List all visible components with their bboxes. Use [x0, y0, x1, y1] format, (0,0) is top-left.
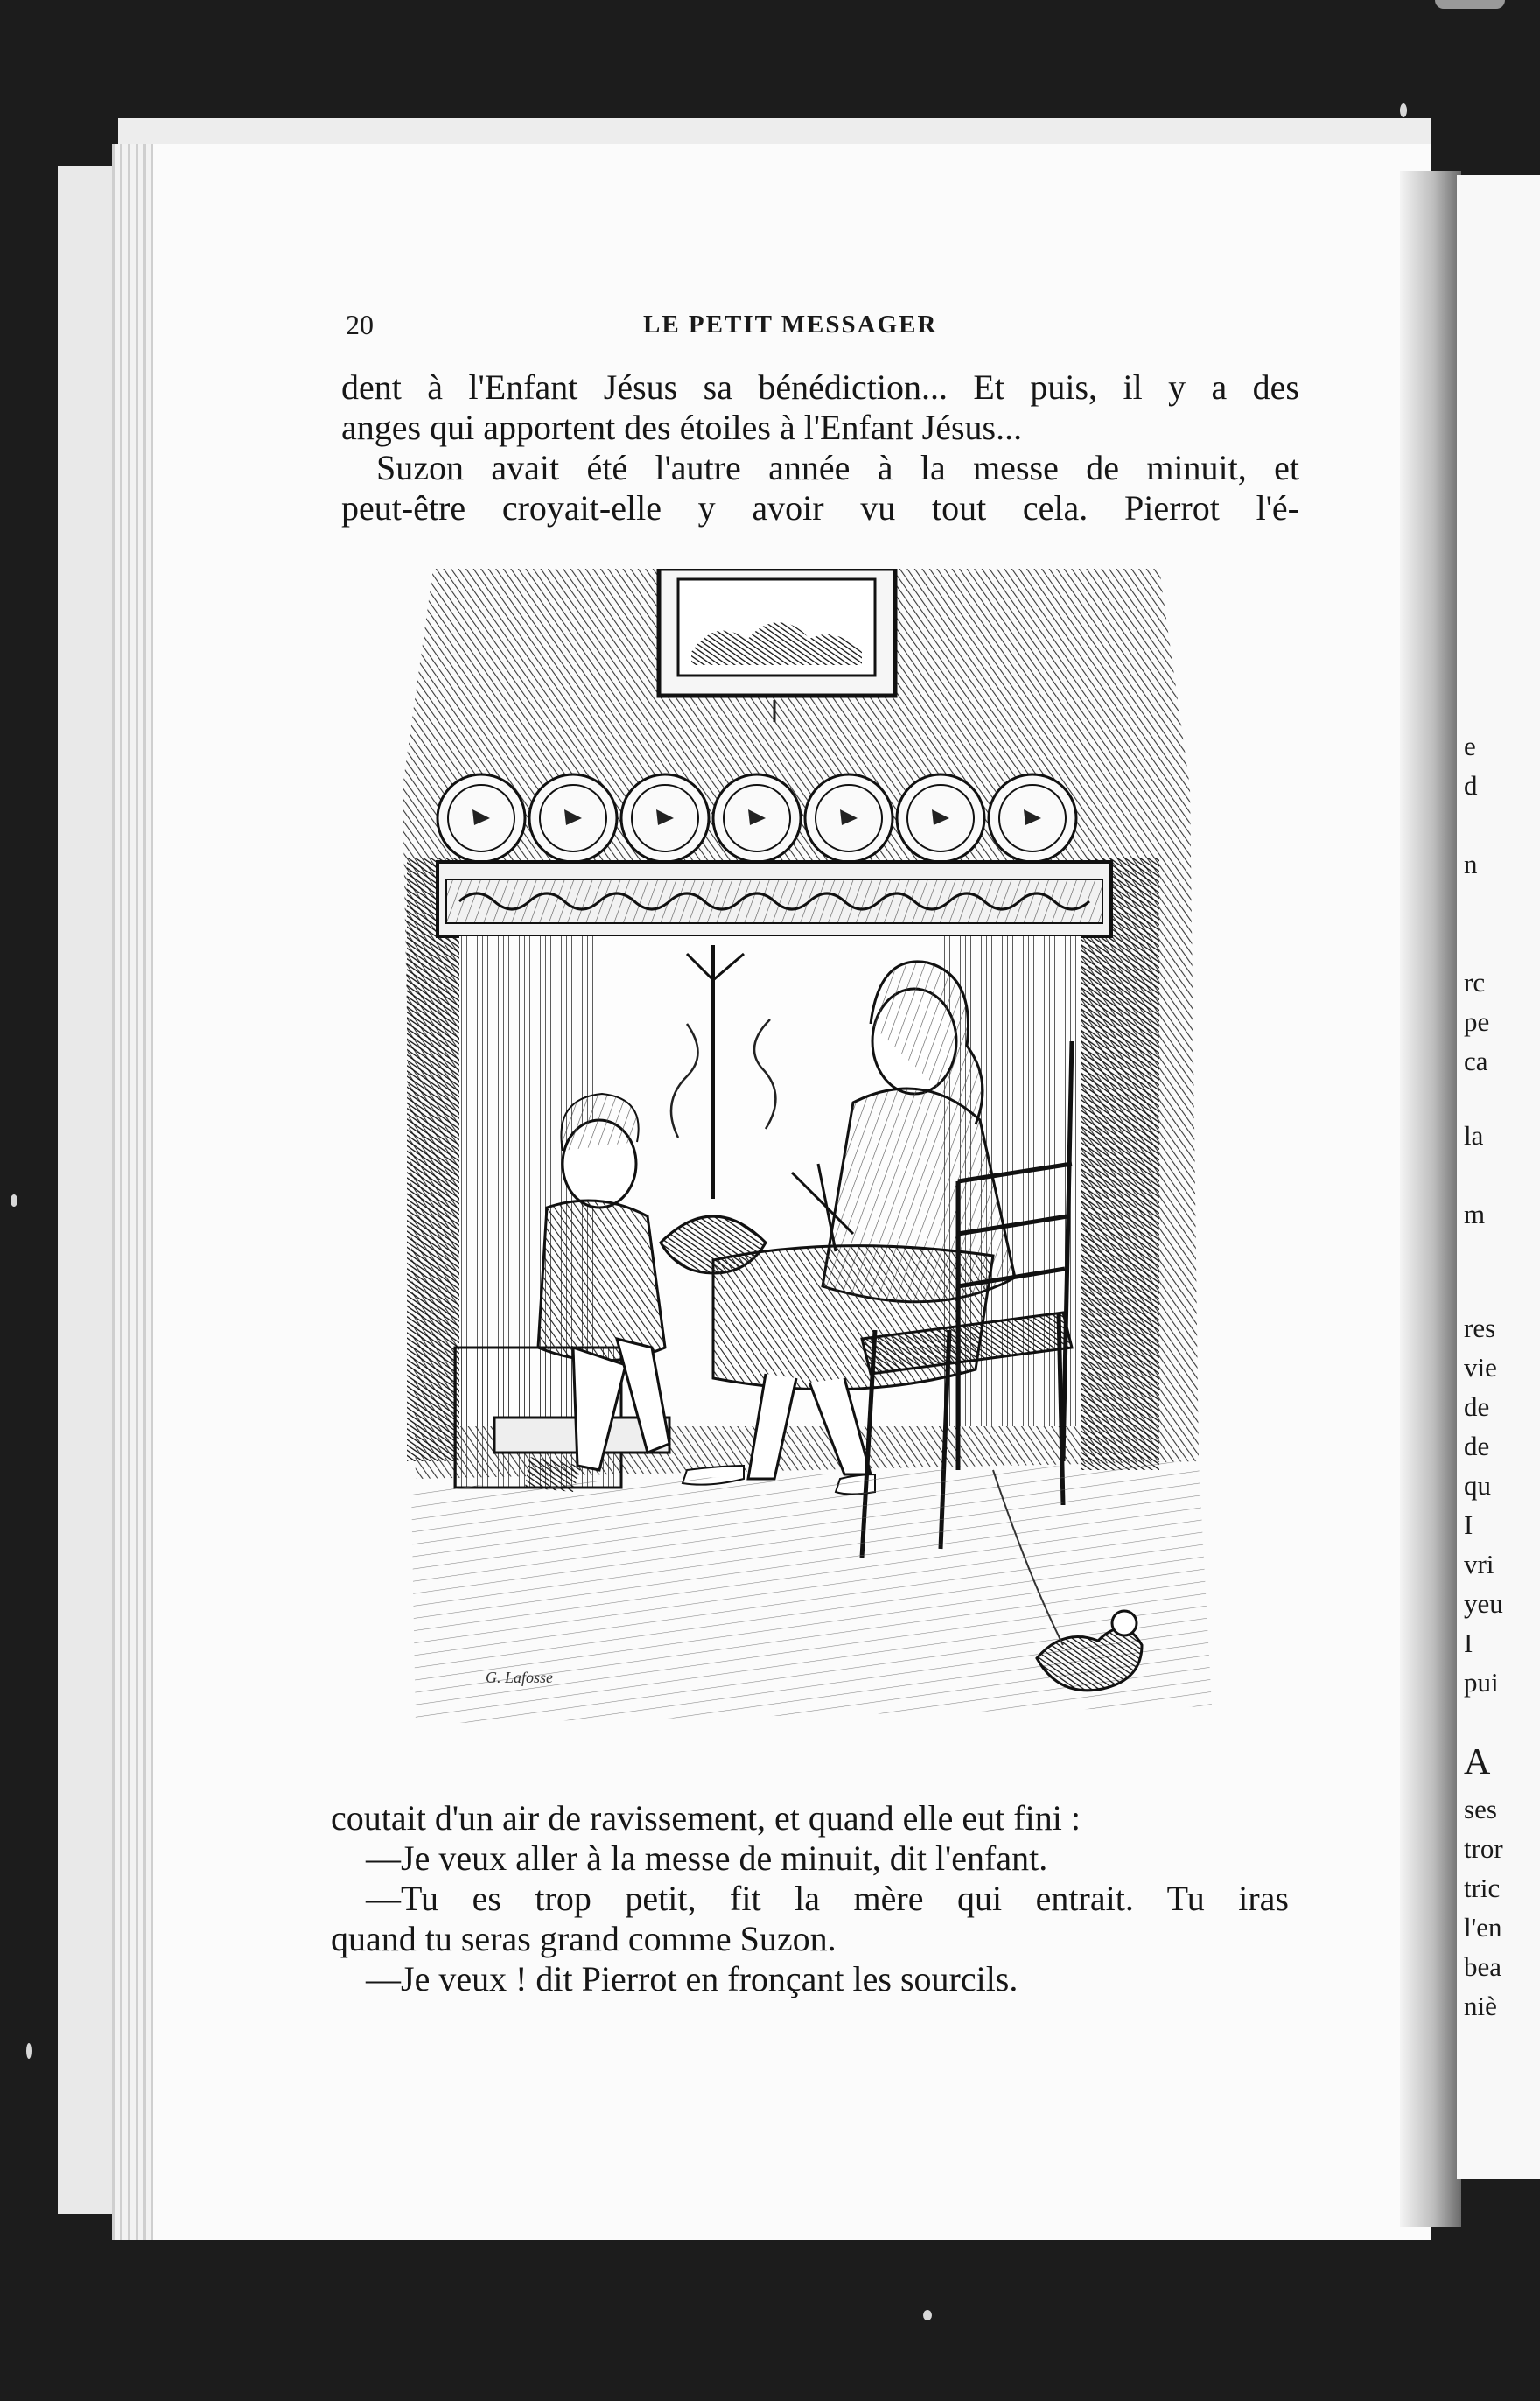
facing-line: pui — [1464, 1667, 1499, 1698]
facing-line: ca — [1464, 1046, 1488, 1076]
facing-line: I — [1464, 1628, 1474, 1658]
facing-line: tric — [1464, 1872, 1501, 1903]
facing-line: de — [1464, 1431, 1490, 1461]
facing-line: rc — [1464, 967, 1486, 998]
dust-speck — [923, 2310, 932, 2320]
facing-line: qu — [1464, 1470, 1491, 1501]
facing-line: niè — [1464, 1991, 1497, 2021]
running-title: LE PETIT MESSAGER — [643, 311, 938, 339]
illustrator-signature: G. Lafosse — [486, 1669, 554, 1686]
text-line: anges qui apportent des étoiles à l'Enfant Jésus... — [341, 408, 1023, 447]
facing-line: vie — [1464, 1352, 1497, 1382]
text-line: coutait d'un air de ravissement, et quand elle eut fini : — [331, 1798, 1081, 1838]
text-line: dent à l'Enfant Jésus sa bénédiction... Et puis, il y a des — [341, 368, 1299, 407]
running-head — [346, 309, 1295, 344]
facing-line: bea — [1464, 1951, 1502, 1982]
dust-speck — [10, 1194, 18, 1207]
body-text-bottom — [331, 1798, 1289, 1999]
facing-line: l'en — [1464, 1912, 1502, 1942]
text-line: —Tu es trop petit, fit la mère qui entrait. Tu iras — [366, 1879, 1289, 1918]
facing-line: A — [1464, 1742, 1491, 1782]
dust-speck — [1435, 0, 1505, 9]
body-text-top — [341, 368, 1299, 528]
text-line: Suzon avait été l'autre année à la messe de minuit, et — [376, 448, 1299, 487]
dust-speck — [1400, 103, 1407, 117]
facing-line: res — [1464, 1312, 1496, 1343]
dust-speck — [26, 2043, 32, 2059]
facing-line: e — [1464, 731, 1476, 761]
facing-line: d — [1464, 770, 1478, 801]
facing-line: ses — [1464, 1794, 1497, 1824]
text-line: quand tu seras grand comme Suzon. — [331, 1919, 836, 1958]
facing-line: I — [1464, 1509, 1474, 1540]
fireside-illustration — [398, 569, 1212, 1776]
facing-page — [1457, 175, 1540, 2179]
page-number: 20 — [346, 309, 374, 340]
facing-line: yeu — [1464, 1588, 1503, 1619]
gutter-shadow — [1400, 171, 1461, 2227]
facing-line: m — [1464, 1199, 1486, 1229]
text-line: peut-être croyait-elle y avoir vu tout cela. Pierrot l'é- — [341, 488, 1299, 528]
facing-line: n — [1464, 849, 1478, 879]
facing-line: vri — [1464, 1549, 1494, 1579]
facing-line: tror — [1464, 1833, 1503, 1864]
facing-line: pe — [1464, 1006, 1490, 1037]
facing-line: la — [1464, 1120, 1484, 1151]
text-line: —Je veux ! dit Pierrot en fronçant les sourcils. — [366, 1959, 1018, 1998]
text-line: —Je veux aller à la messe de minuit, dit l'enfant. — [366, 1838, 1048, 1878]
facing-line: de — [1464, 1391, 1490, 1422]
